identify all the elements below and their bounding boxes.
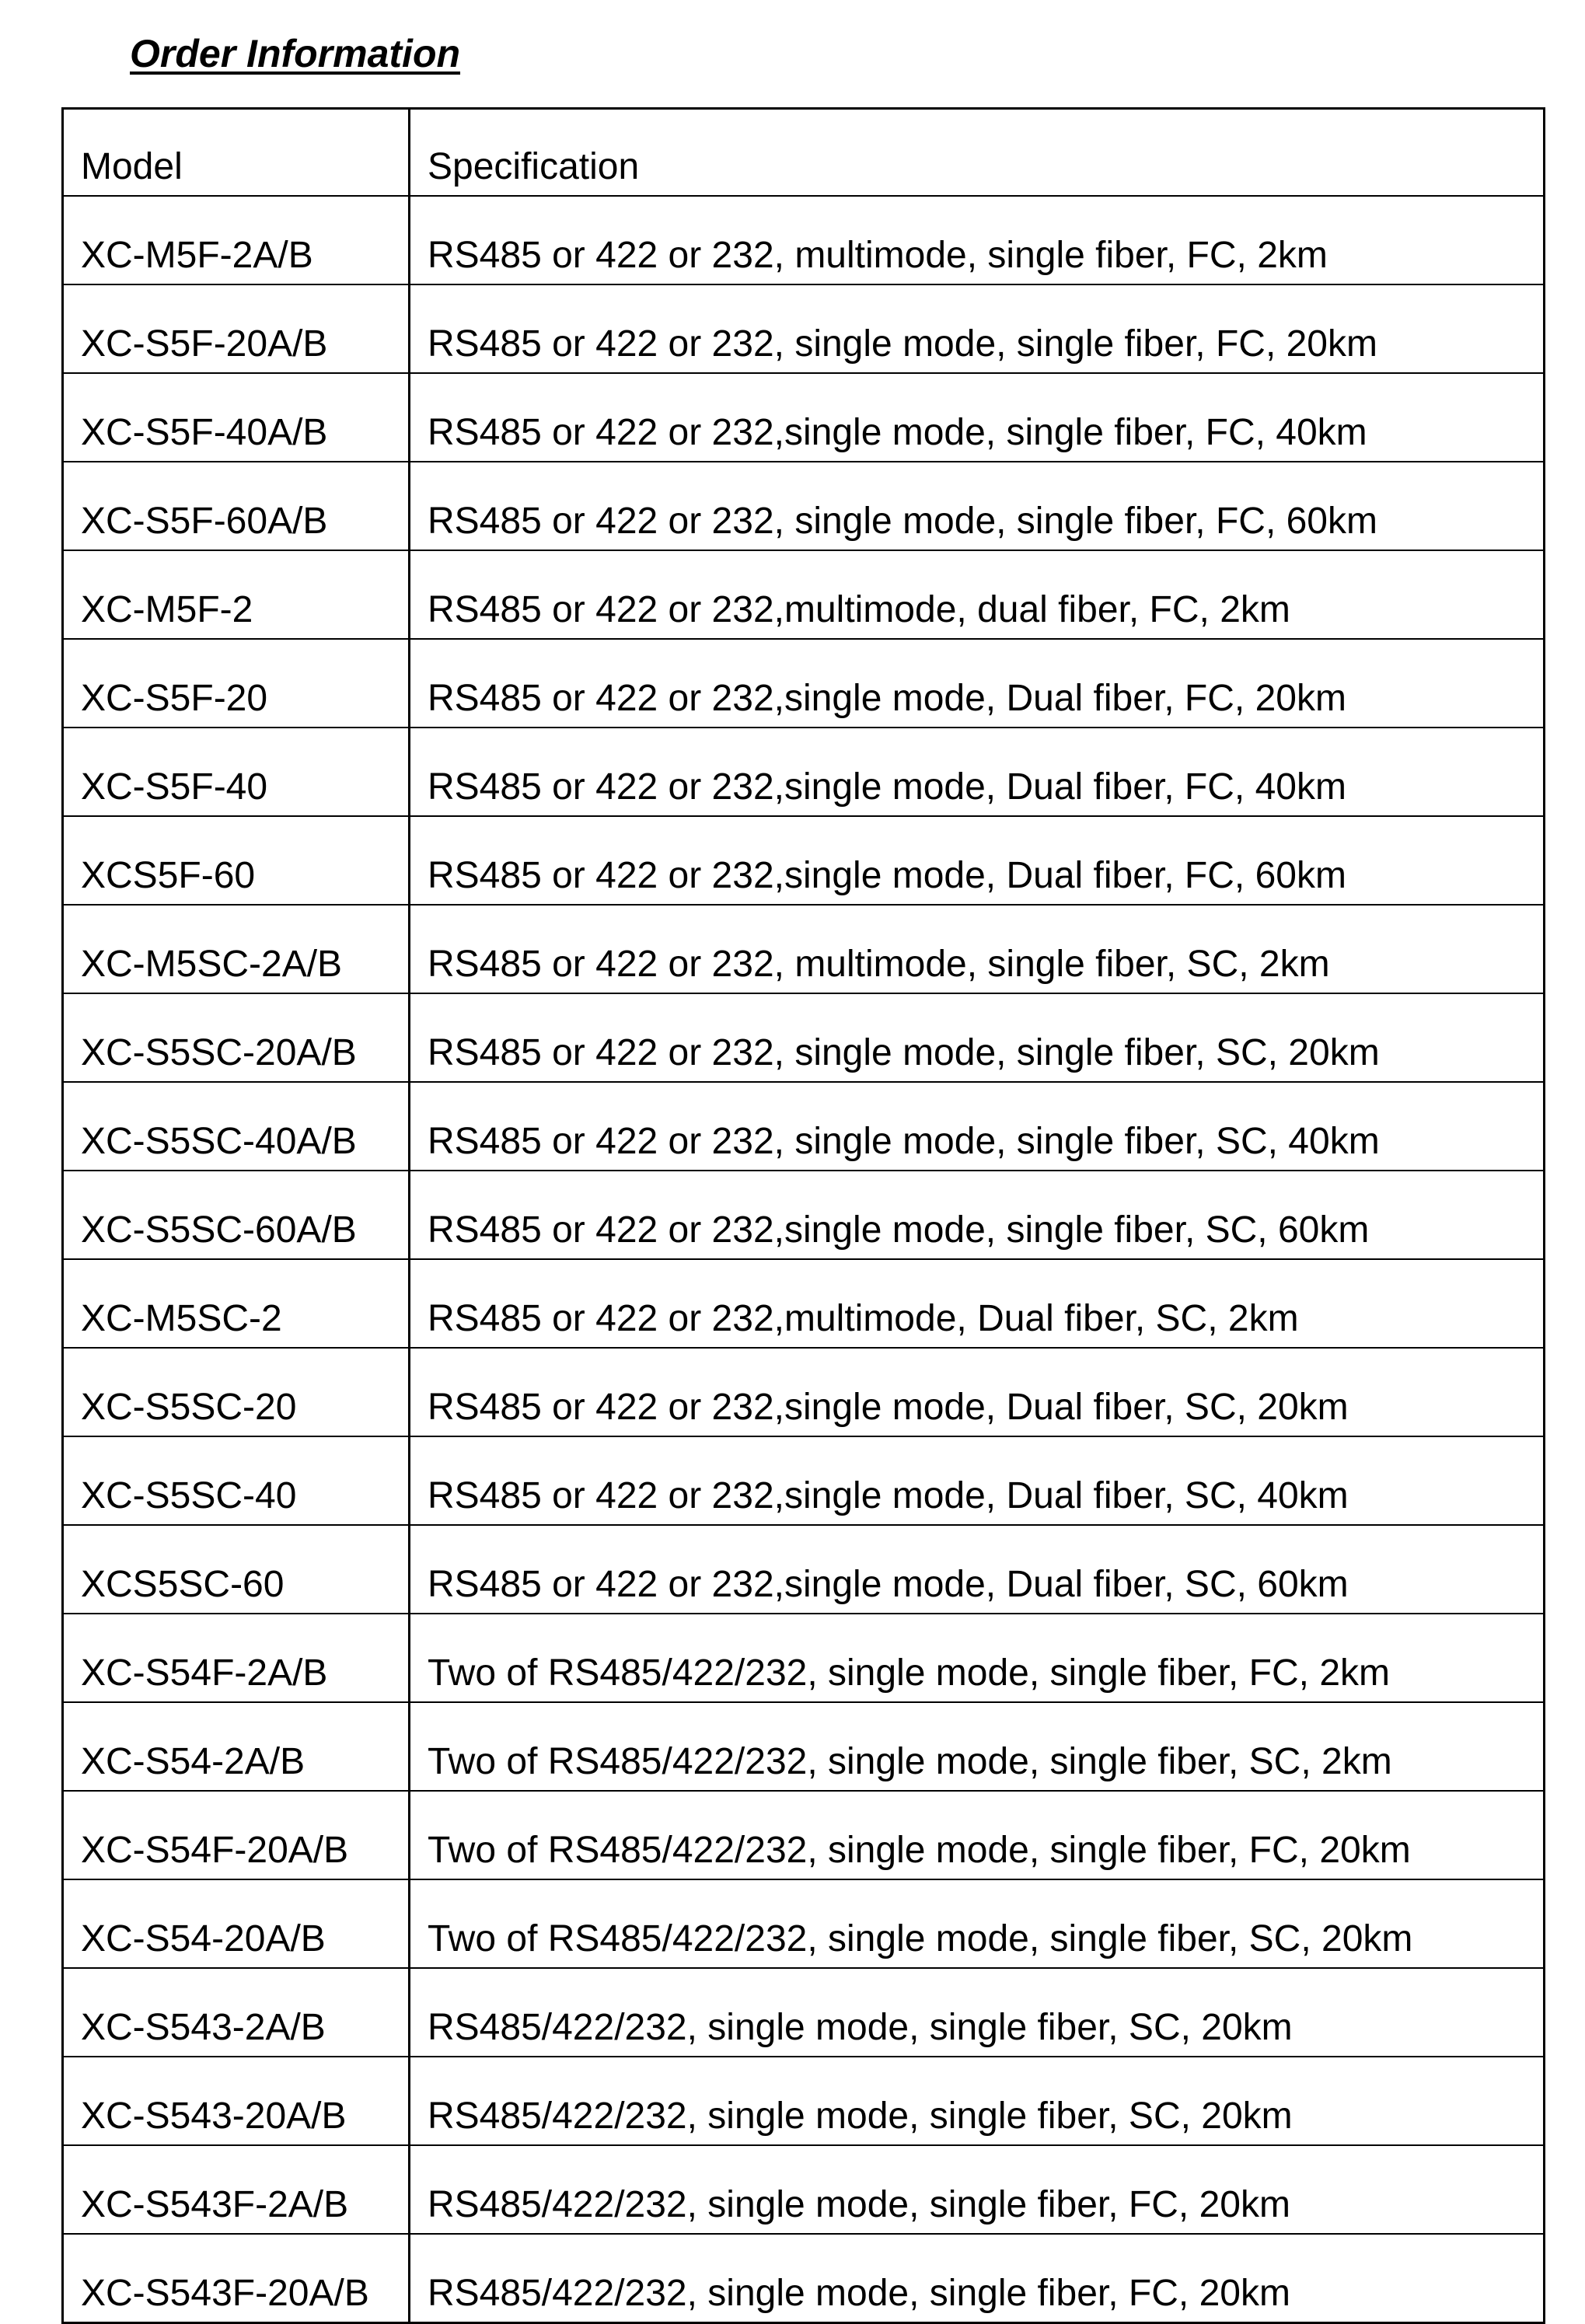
table-row	[63, 373, 1545, 462]
specification-cell: Two of RS485/422/232, single mode, single fiber, SC, 20km	[410, 1879, 1545, 1968]
model-cell: XC-M5F-2A/B	[63, 196, 410, 284]
table-row	[63, 2234, 1545, 2323]
table-row	[63, 1614, 1545, 1702]
model-cell: XC-S5F-20	[63, 639, 410, 728]
model-cell: XC-S5SC-20A/B	[63, 993, 410, 1082]
model-cell: XC-S543F-2A/B	[63, 2145, 410, 2234]
specification-cell: RS485 or 422 or 232, multimode, single fiber, SC, 2km	[410, 905, 1545, 993]
page-title: Order Information	[130, 32, 461, 75]
model-cell: XC-S543-20A/B	[63, 2057, 410, 2145]
specification-cell: RS485/422/232, single mode, single fiber, FC, 20km	[410, 2145, 1545, 2234]
model-cell: XC-M5F-2	[63, 550, 410, 639]
specification-cell: RS485 or 422 or 232, single mode, single fiber, SC, 20km	[410, 993, 1545, 1082]
specification-cell: RS485 or 422 or 232,single mode, Dual fiber, SC, 60km	[410, 1525, 1545, 1614]
specification-cell: RS485 or 422 or 232,single mode, Dual fiber, SC, 40km	[410, 1436, 1545, 1525]
model-cell: XC-S54F-2A/B	[63, 1614, 410, 1702]
column-header-model: Model	[63, 109, 410, 197]
model-cell: XC-S5SC-20	[63, 1348, 410, 1436]
specification-cell: Two of RS485/422/232, single mode, single fiber, FC, 20km	[410, 1791, 1545, 1879]
specification-cell: RS485 or 422 or 232, multimode, single fiber, FC, 2km	[410, 196, 1545, 284]
table-row	[63, 462, 1545, 550]
model-cell: XCS5SC-60	[63, 1525, 410, 1614]
table-row	[63, 993, 1545, 1082]
model-cell: XCS5F-60	[63, 816, 410, 905]
order-table-body	[63, 109, 1545, 2323]
model-cell: XC-S5SC-60A/B	[63, 1171, 410, 1259]
model-cell: XC-S5F-40A/B	[63, 373, 410, 462]
specification-cell: RS485/422/232, single mode, single fiber, SC, 20km	[410, 1968, 1545, 2057]
specification-cell: RS485 or 422 or 232, single mode, single fiber, SC, 40km	[410, 1082, 1545, 1171]
table-row	[63, 1879, 1545, 1968]
specification-cell: RS485/422/232, single mode, single fiber, FC, 20km	[410, 2234, 1545, 2323]
table-row	[63, 196, 1545, 284]
table-row	[63, 905, 1545, 993]
model-cell: XC-S5SC-40A/B	[63, 1082, 410, 1171]
table-row	[63, 1082, 1545, 1171]
model-cell: XC-S54-20A/B	[63, 1879, 410, 1968]
model-cell: XC-S543F-20A/B	[63, 2234, 410, 2323]
table-header-row	[63, 109, 1545, 197]
specification-cell: RS485 or 422 or 232,single mode, Dual fiber, FC, 60km	[410, 816, 1545, 905]
table-row	[63, 1259, 1545, 1348]
table-row	[63, 1791, 1545, 1879]
table-row	[63, 2057, 1545, 2145]
specification-cell: RS485 or 422 or 232,single mode, Dual fiber, FC, 40km	[410, 728, 1545, 816]
specification-cell: RS485 or 422 or 232,multimode, Dual fiber, SC, 2km	[410, 1259, 1545, 1348]
model-cell: XC-S5SC-40	[63, 1436, 410, 1525]
model-cell: XC-S54F-20A/B	[63, 1791, 410, 1879]
model-cell: XC-S54-2A/B	[63, 1702, 410, 1791]
model-cell: XC-M5SC-2A/B	[63, 905, 410, 993]
table-row	[63, 1171, 1545, 1259]
table-row	[63, 728, 1545, 816]
specification-cell: RS485 or 422 or 232, single mode, single fiber, FC, 20km	[410, 284, 1545, 373]
table-row	[63, 1968, 1545, 2057]
specification-cell: Two of RS485/422/232, single mode, single fiber, SC, 2km	[410, 1702, 1545, 1791]
table-row	[63, 1525, 1545, 1614]
table-row	[63, 1436, 1545, 1525]
table-row	[63, 1348, 1545, 1436]
table-row	[63, 639, 1545, 728]
model-cell: XC-M5SC-2	[63, 1259, 410, 1348]
specification-cell: Two of RS485/422/232, single mode, single fiber, FC, 2km	[410, 1614, 1545, 1702]
model-cell: XC-S5F-40	[63, 728, 410, 816]
model-cell: XC-S543-2A/B	[63, 1968, 410, 2057]
table-row	[63, 1702, 1545, 1791]
table-row	[63, 550, 1545, 639]
table-row	[63, 816, 1545, 905]
specification-cell: RS485 or 422 or 232,single mode, single fiber, FC, 40km	[410, 373, 1545, 462]
model-cell: XC-S5F-20A/B	[63, 284, 410, 373]
column-header-specification: Specification	[410, 109, 1545, 197]
specification-cell: RS485 or 422 or 232, single mode, single fiber, FC, 60km	[410, 462, 1545, 550]
specification-cell: RS485 or 422 or 232,single mode, Dual fiber, FC, 20km	[410, 639, 1545, 728]
model-cell: XC-S5F-60A/B	[63, 462, 410, 550]
specification-cell: RS485/422/232, single mode, single fiber, SC, 20km	[410, 2057, 1545, 2145]
specification-cell: RS485 or 422 or 232,multimode, dual fiber, FC, 2km	[410, 550, 1545, 639]
specification-cell: RS485 or 422 or 232,single mode, single fiber, SC, 60km	[410, 1171, 1545, 1259]
table-row	[63, 284, 1545, 373]
table-row	[63, 2145, 1545, 2234]
order-information-table	[61, 107, 1545, 2324]
specification-cell: RS485 or 422 or 232,single mode, Dual fiber, SC, 20km	[410, 1348, 1545, 1436]
